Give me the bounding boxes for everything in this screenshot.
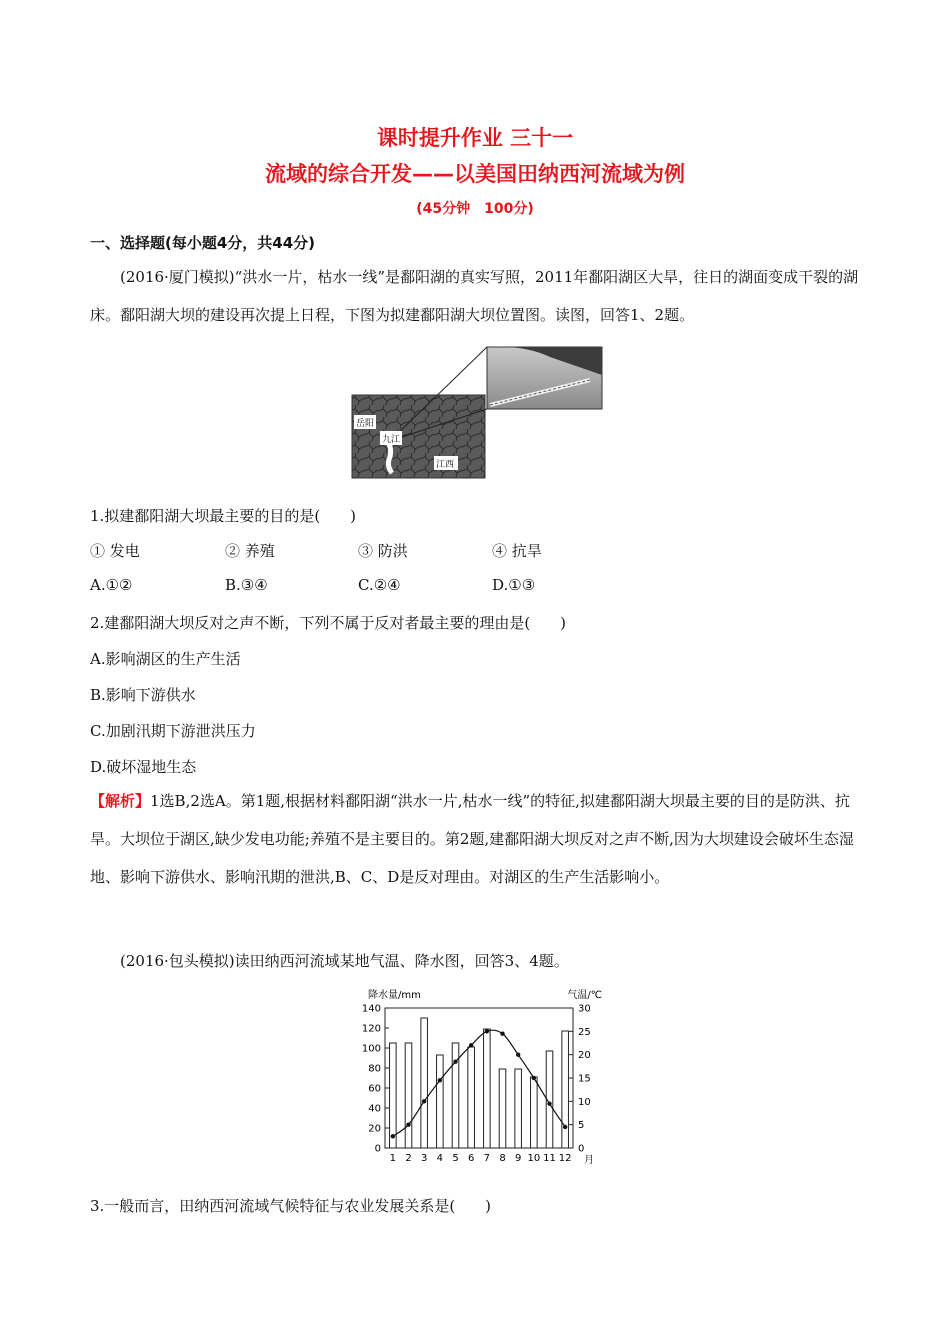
q2-choice-a: A.影响湖区的生产生活 [90,650,241,668]
precipitation-bar [468,1047,475,1148]
temperature-point [438,1078,442,1082]
x-tick-label: 11 [543,1153,556,1164]
q1-item-3: ③ 防洪 [358,542,408,560]
analysis-text: 1选B,2选A。第1题,根据材料鄱阳湖“洪水一片,枯水一线”的特征,拟建鄱阳湖大坝最主要的目的是防洪、抗旱。大坝位于湖区,缺少发电功能;养殖不是主要目的。第2题,建鄱阳湖大坝反对之声不断,因为大坝建设会破坏生态湿地、影响下游供水、影响汛期的泄洪,B、C、D是反对理由。对湖区的生产生活影响小。 [90,792,854,886]
y-tick-label-right: 0 [578,1143,585,1155]
x-tick-label: 2 [405,1153,412,1164]
y-tick-label-right: 30 [578,1003,591,1015]
q1-stem: 1.拟建鄱阳湖大坝最主要的目的是( ) [90,507,357,525]
climate-chart [340,985,620,1170]
x-tick-label: 12 [558,1153,572,1164]
x-tick-label: 6 [467,1153,475,1164]
temperature-point [532,1076,536,1080]
temperature-point [563,1125,567,1129]
label-jiujiang: 九江 [382,435,401,445]
precipitation-bar [562,1031,569,1148]
temperature-point [391,1134,395,1138]
y-tick-label-left: 140 [361,1003,381,1015]
q1-item-1: ① 发电 [90,542,140,560]
x-tick-label: 3 [420,1153,428,1164]
temperature-point [469,1043,473,1047]
temperature-point [406,1122,410,1126]
temperature-point [547,1101,551,1105]
chart-xlabel: 月 [584,1155,594,1166]
x-tick-label: 1 [389,1153,397,1164]
q3-stem: 3.一般而言，田纳西河流域气候特征与农业发展关系是( ) [90,1197,492,1215]
y-tick-label-right: 20 [578,1050,591,1062]
y-tick-label-left: 60 [368,1083,381,1095]
y-tick-label-right: 5 [578,1120,585,1132]
intro-text-2: (2016·包头模拟)读田纳西河流域某地气温、降水图，回答3、4题。 [120,952,569,970]
q1-item-4: ④ 抗旱 [492,542,542,560]
page-title: 课时提升作业 三十一 [376,126,574,150]
temperature-point [453,1059,457,1063]
analysis-paragraph [90,782,860,896]
precipitation-bar [390,1043,397,1148]
q1-item-2: ② 养殖 [225,542,275,560]
precipitation-bar [515,1069,522,1148]
temperature-point [516,1052,520,1056]
q1-choice-c: C.②④ [358,576,401,594]
temperature-point [422,1099,426,1103]
y-tick-label-right: 15 [578,1073,591,1085]
precipitation-bar [405,1043,412,1148]
intro-paragraph-2 [90,942,860,980]
y-tick-label-left: 100 [361,1043,381,1055]
q2-choice-b: B.影响下游供水 [90,686,196,704]
precipitation-bar [484,1029,491,1148]
q2-choice-c: C.加剧汛期下游泄洪压力 [90,722,256,740]
y-tick-label-right: 10 [578,1096,591,1108]
intro-paragraph-1 [90,258,860,334]
y-tick-label-left: 120 [361,1023,381,1035]
section-title: 一、选择题(每小题4分，共44分) [90,234,316,252]
temperature-point [500,1031,504,1035]
x-tick-label: 9 [514,1153,522,1164]
y-tick-label-left: 80 [368,1063,381,1075]
time-score-info: (45分钟 100分) [416,201,534,217]
temperature-point [485,1029,489,1033]
y-tick-label-left: 40 [368,1103,381,1115]
x-tick-label: 7 [483,1153,491,1164]
lake-shape [388,441,392,473]
x-tick-label: 4 [436,1153,444,1164]
precipitation-bar [437,1055,444,1148]
x-tick-label: 10 [527,1153,541,1164]
x-tick-label: 8 [499,1153,506,1164]
q1-choice-b: B.③④ [225,576,268,594]
dam-location-map [350,345,605,480]
intro-text-1: (2016·厦门模拟)“洪水一片，枯水一线”是鄱阳湖的真实写照，2011年鄱阳湖区大旱，往日的湖面变成干裂的湖床。鄱阳湖大坝的建设再次提上日程，下图为拟建鄱阳湖大坝位置图。读图，回答1、2题。 [90,268,859,324]
analysis-tag: 【解析】 [90,792,151,810]
precipitation-bar [499,1069,506,1148]
y-tick-label-right: 25 [578,1026,591,1038]
precipitation-bar [421,1018,428,1148]
y-tick-label-left: 0 [374,1143,381,1155]
x-tick-label: 5 [452,1153,459,1164]
q2-stem: 2.建鄱阳湖大坝反对之声不断，下列不属于反对者最主要的理由是( ) [90,614,567,632]
precipitation-bar [531,1077,538,1148]
page-subtitle: 流域的综合开发——以美国田纳西河流域为例 [265,162,685,186]
q2-choice-d: D.破坏湿地生态 [90,758,197,776]
temperature-line [393,1030,565,1136]
chart-ylabel-right: 气温/℃ [567,990,602,1001]
q1-choice-a: A.①② [90,576,133,594]
q1-choice-d: D.①③ [492,576,536,594]
chart-ylabel-left: 降水量/mm [368,990,421,1001]
chart-frame [385,1008,573,1148]
cracked-lakebed-photo [352,395,485,478]
label-jiangxi: 江西 [436,460,455,470]
label-yueyang: 岳阳 [356,419,375,429]
y-tick-label-left: 20 [368,1123,381,1135]
